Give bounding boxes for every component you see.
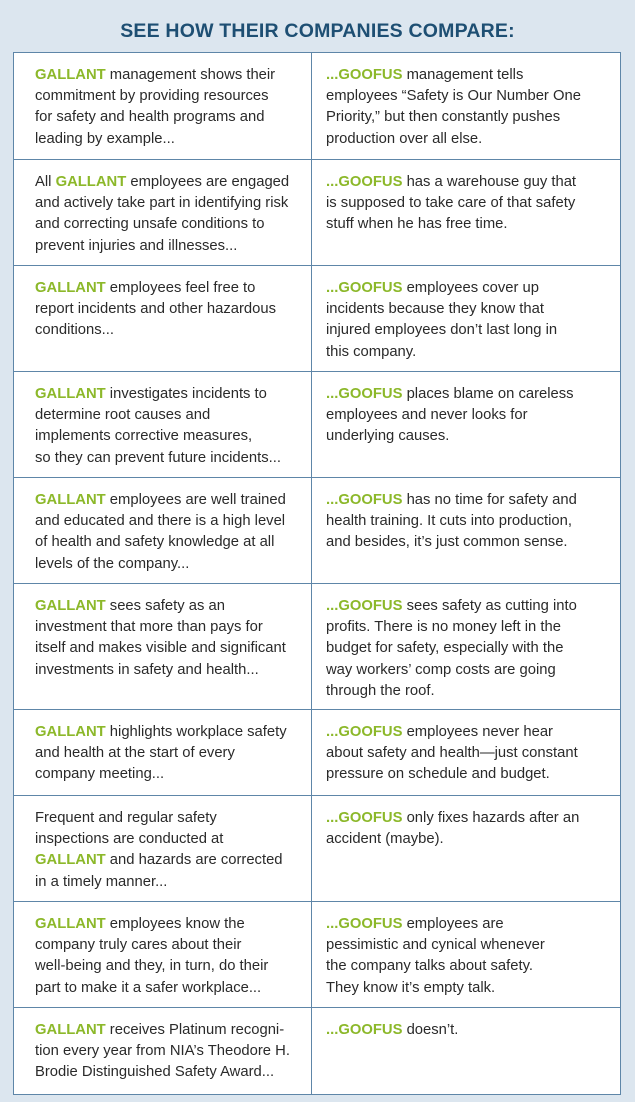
gallant-cell xyxy=(14,710,312,796)
text-line xyxy=(35,554,301,575)
text-line xyxy=(35,935,301,956)
text-segment: places blame on careless xyxy=(402,386,574,402)
company-name: GALLANT xyxy=(55,174,127,190)
company-name: GALLANT xyxy=(35,852,106,869)
text-segment: and health at the start of every xyxy=(35,745,235,762)
text-line xyxy=(35,320,301,341)
text-line xyxy=(326,86,610,107)
text-line xyxy=(35,532,301,553)
text-segment: and besides, it’s just common sense. xyxy=(326,534,568,551)
gallant-cell xyxy=(14,796,312,902)
gallant-cell xyxy=(14,584,312,710)
text-line xyxy=(326,65,610,86)
text-line xyxy=(326,808,610,829)
text-line xyxy=(326,596,610,617)
text-segment: doesn’t. xyxy=(402,1022,459,1038)
text-segment: employees know the xyxy=(105,916,245,932)
comparison-table-body xyxy=(14,53,621,1095)
text-line xyxy=(35,448,301,469)
text-segment: incidents because they know that xyxy=(326,301,544,318)
text-segment: highlights workplace safety xyxy=(105,724,287,740)
text-segment: so they can prevent future incidents... xyxy=(35,449,281,466)
text-line xyxy=(326,405,610,426)
gallant-cell xyxy=(14,266,312,372)
text-line xyxy=(35,172,301,193)
text-segment: employees feel free to xyxy=(105,280,256,296)
text-line xyxy=(35,1020,301,1041)
comparison-row xyxy=(14,584,621,710)
text-line xyxy=(326,342,610,363)
text-segment: Brodie Distinguished Safety Award... xyxy=(35,1064,275,1081)
text-segment: for safety and health programs and xyxy=(35,109,265,126)
gallant-cell xyxy=(14,160,312,266)
text-segment: investment that more than pays for xyxy=(35,619,263,636)
text-line xyxy=(326,978,610,999)
gallant-cell xyxy=(14,478,312,584)
text-line xyxy=(326,617,610,638)
text-segment: levels of the company... xyxy=(35,555,190,572)
goofus-cell xyxy=(312,372,621,478)
company-name: GALLANT xyxy=(35,598,106,614)
text-segment: leading by example... xyxy=(35,130,175,147)
text-line xyxy=(35,596,301,617)
company-name: GALLANT xyxy=(35,386,106,402)
text-line xyxy=(35,660,301,681)
comparison-row xyxy=(14,1008,621,1095)
goofus-cell xyxy=(312,1008,621,1095)
text-line xyxy=(35,956,301,977)
text-line xyxy=(35,214,301,235)
text-line xyxy=(326,956,610,977)
text-line xyxy=(35,872,301,893)
text-segment: employees never hear xyxy=(402,724,553,740)
text-segment: employees and never looks for xyxy=(326,407,528,424)
text-line xyxy=(326,107,610,128)
text-segment: investigates incidents to xyxy=(105,386,267,402)
text-line xyxy=(326,914,610,935)
company-name: GALLANT xyxy=(35,492,106,508)
company-name: GALLANT xyxy=(35,724,106,740)
comparison-row xyxy=(14,478,621,584)
text-segment: conditions... xyxy=(35,322,114,339)
text-line xyxy=(326,722,610,743)
text-line xyxy=(326,384,610,405)
text-segment: sees safety as cutting into xyxy=(402,598,577,614)
text-line xyxy=(326,935,610,956)
text-line xyxy=(326,764,610,785)
company-name: ...GOOFUS xyxy=(326,1022,403,1038)
text-segment: is supposed to take care of that safety xyxy=(326,195,576,212)
company-name: ...GOOFUS xyxy=(326,386,403,402)
text-segment: in a timely manner... xyxy=(35,873,168,890)
text-line xyxy=(35,278,301,299)
text-segment: determine root causes and xyxy=(35,407,211,424)
comparison-row xyxy=(14,160,621,266)
text-segment: budget for safety, especially with the xyxy=(326,640,564,657)
company-name: GALLANT xyxy=(35,916,106,932)
goofus-cell xyxy=(312,796,621,902)
text-line xyxy=(326,1020,610,1041)
text-segment: company meeting... xyxy=(35,766,165,783)
goofus-cell xyxy=(312,478,621,584)
text-segment: management tells xyxy=(402,67,524,83)
text-line xyxy=(35,426,301,447)
text-segment: production over all else. xyxy=(326,130,483,147)
text-segment: They know it’s empty talk. xyxy=(326,979,496,996)
text-segment: commitment by providing resources xyxy=(35,88,269,105)
text-line xyxy=(35,808,301,829)
text-segment: and educated and there is a high level xyxy=(35,513,286,530)
company-name: ...GOOFUS xyxy=(326,598,403,614)
text-segment: employees are engaged xyxy=(126,174,290,190)
text-segment: well-being and they, in turn, do their xyxy=(35,958,269,975)
text-line xyxy=(326,490,610,511)
comparison-row xyxy=(14,710,621,796)
text-segment: report incidents and other hazardous xyxy=(35,301,277,318)
text-line xyxy=(35,764,301,785)
goofus-cell xyxy=(312,584,621,710)
text-segment: receives Platinum recogni- xyxy=(105,1022,285,1038)
comparison-row xyxy=(14,796,621,902)
text-line xyxy=(35,1041,301,1062)
text-segment: employees are well trained xyxy=(105,492,286,508)
goofus-cell xyxy=(312,902,621,1008)
text-segment: and correcting unsafe conditions to xyxy=(35,216,265,233)
text-segment: of health and safety knowledge at all xyxy=(35,534,275,551)
text-line xyxy=(326,660,610,681)
text-line xyxy=(35,511,301,532)
company-name: ...GOOFUS xyxy=(326,492,403,508)
text-line xyxy=(326,829,610,850)
text-line xyxy=(326,511,610,532)
gallant-cell xyxy=(14,372,312,478)
text-line xyxy=(326,320,610,341)
text-line xyxy=(35,914,301,935)
text-line xyxy=(326,299,610,320)
text-line xyxy=(326,214,610,235)
text-line xyxy=(35,617,301,638)
text-segment: employees “Safety is Our Number One xyxy=(326,88,581,105)
company-name: ...GOOFUS xyxy=(326,916,403,932)
comparison-row xyxy=(14,266,621,372)
text-segment: implements corrective measures, xyxy=(35,428,253,445)
goofus-cell xyxy=(312,266,621,372)
text-line xyxy=(35,722,301,743)
text-segment: employees cover up xyxy=(402,280,540,296)
gallant-cell xyxy=(14,1008,312,1095)
text-line xyxy=(35,638,301,659)
text-segment: pessimistic and cynical whenever xyxy=(326,937,545,954)
company-name: GALLANT xyxy=(35,1022,106,1038)
text-segment: Frequent and regular safety xyxy=(35,810,217,826)
text-segment: stuff when he has free time. xyxy=(326,216,508,233)
goofus-cell xyxy=(312,710,621,796)
text-line xyxy=(35,850,301,871)
text-segment: underlying causes. xyxy=(326,428,450,445)
company-name: GALLANT xyxy=(35,67,106,83)
text-segment: prevent injuries and illnesses... xyxy=(35,237,238,254)
text-segment: way workers’ comp costs are going xyxy=(326,661,556,678)
text-line xyxy=(35,193,301,214)
text-line xyxy=(326,638,610,659)
text-line xyxy=(35,86,301,107)
text-line xyxy=(326,532,610,553)
text-line xyxy=(326,426,610,447)
company-name: ...GOOFUS xyxy=(326,280,403,296)
text-line xyxy=(326,278,610,299)
text-line xyxy=(35,299,301,320)
page-title: SEE HOW THEIR COMPANIES COMPARE: xyxy=(120,20,515,42)
text-segment: pressure on schedule and budget. xyxy=(326,766,550,783)
goofus-cell xyxy=(312,160,621,266)
text-segment: has a warehouse guy that xyxy=(402,174,577,190)
gallant-cell xyxy=(14,902,312,1008)
text-line xyxy=(35,236,301,257)
text-line xyxy=(326,743,610,764)
text-segment: All xyxy=(35,174,56,190)
text-line xyxy=(35,829,301,850)
text-line xyxy=(35,1062,301,1083)
comparison-row xyxy=(14,372,621,478)
text-segment: company truly cares about their xyxy=(35,937,242,954)
text-line xyxy=(326,681,610,702)
text-line xyxy=(35,743,301,764)
text-segment: Priority,” but then constantly pushes xyxy=(326,109,561,126)
text-line xyxy=(35,107,301,128)
text-segment: through the roof. xyxy=(326,682,435,699)
text-segment: inspections are conducted at xyxy=(35,831,224,848)
text-line xyxy=(35,384,301,405)
company-name: ...GOOFUS xyxy=(326,810,403,826)
comparison-row xyxy=(14,902,621,1008)
text-line xyxy=(326,193,610,214)
company-name: ...GOOFUS xyxy=(326,67,403,83)
goofus-cell xyxy=(312,53,621,160)
text-segment: only fixes hazards after an xyxy=(402,810,580,826)
text-segment: profits. There is no money left in the xyxy=(326,619,561,636)
text-segment: the company talks about safety. xyxy=(326,958,533,975)
text-line xyxy=(35,405,301,426)
text-segment: investments in safety and health... xyxy=(35,661,259,678)
comparison-table xyxy=(13,52,621,1095)
company-name: GALLANT xyxy=(35,280,106,296)
text-line xyxy=(35,129,301,150)
text-line xyxy=(326,172,610,193)
text-segment: and hazards are corrected xyxy=(105,852,283,869)
company-name: ...GOOFUS xyxy=(326,174,403,190)
text-segment: has no time for safety and xyxy=(402,492,577,508)
text-segment: and actively take part in identifying risk xyxy=(35,195,289,212)
gallant-cell xyxy=(14,53,312,160)
text-line xyxy=(326,129,610,150)
text-line xyxy=(35,490,301,511)
text-segment: accident (maybe). xyxy=(326,831,444,848)
company-name: ...GOOFUS xyxy=(326,724,403,740)
text-segment: about safety and health—just constant xyxy=(326,745,578,762)
text-line xyxy=(35,65,301,86)
text-segment: sees safety as an xyxy=(105,598,225,614)
text-segment: health training. It cuts into production, xyxy=(326,513,572,530)
text-line xyxy=(35,978,301,999)
comparison-row xyxy=(14,53,621,160)
text-segment: tion every year from NIA’s Theodore H. xyxy=(35,1043,290,1060)
text-segment: injured employees don’t last long in xyxy=(326,322,558,339)
text-segment: employees are xyxy=(402,916,504,932)
text-segment: part to make it a safer workplace... xyxy=(35,979,262,996)
text-segment: itself and makes visible and significant xyxy=(35,640,286,657)
text-segment: this company. xyxy=(326,343,417,360)
text-segment: management shows their xyxy=(105,67,276,83)
